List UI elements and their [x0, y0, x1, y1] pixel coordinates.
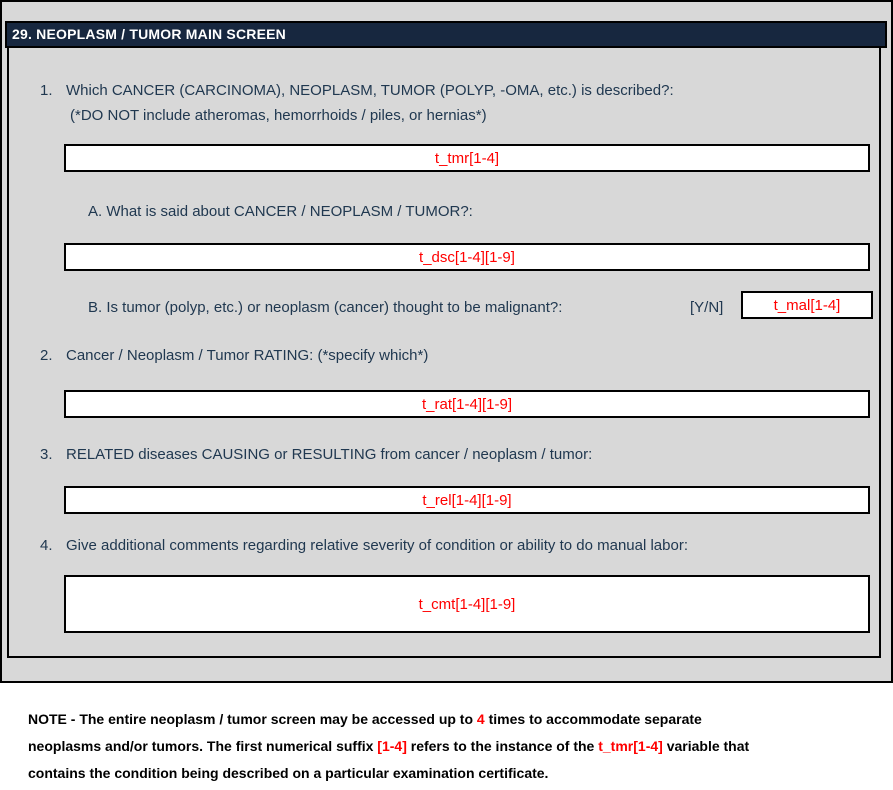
footer-note — [28, 706, 749, 787]
note-line-2 — [28, 733, 749, 760]
note-text-segment: neoplasms and/or tumors. The first numerical suffix — [28, 738, 378, 754]
comments-field[interactable]: t_cmt[1-4][1-9] — [64, 575, 870, 633]
note-line-3 — [28, 760, 749, 787]
question-4-text: Give additional comments regarding relative severity of condition or ability to do manual labor: — [66, 537, 688, 554]
question-4-number: 4. — [40, 537, 53, 554]
tumor-description-field[interactable]: t_dsc[1-4][1-9] — [64, 243, 870, 271]
question-3-text: RELATED diseases CAUSING or RESULTING from cancer / neoplasm / tumor: — [66, 446, 593, 463]
note-red-segment: 4 — [476, 711, 485, 727]
note-text-segment: contains the condition being described on a particular examination certificate. — [28, 765, 549, 781]
question-2-number: 2. — [40, 347, 53, 364]
question-3-number: 3. — [40, 446, 53, 463]
note-text-segment: NOTE - The entire neoplasm / tumor screen may be accessed up to — [28, 711, 477, 727]
question-1-warning: (*DO NOT include atheromas, hemorrhoids / piles, or hernias*) — [70, 107, 487, 124]
note-line-1 — [28, 706, 749, 733]
yes-no-indicator: [Y/N] — [690, 299, 724, 316]
related-diseases-field[interactable]: t_rel[1-4][1-9] — [64, 486, 870, 514]
question-1b-label: B. Is tumor (polyp, etc.) or neoplasm (cancer) thought to be malignant?: — [88, 299, 563, 316]
tumor-rating-field[interactable]: t_rat[1-4][1-9] — [64, 390, 870, 418]
question-1-number: 1. — [40, 82, 53, 99]
note-red-segment: [1-4] — [377, 738, 407, 754]
note-text-segment: variable that — [662, 738, 750, 754]
question-1-text: Which CANCER (CARCINOMA), NEOPLASM, TUMOR (POLYP, -OMA, etc.) is described?: — [66, 82, 674, 99]
screen-title-bar: 29. NEOPLASM / TUMOR MAIN SCREEN — [5, 21, 887, 48]
note-text-segment: refers to the instance of the — [406, 738, 599, 754]
question-2-text: Cancer / Neoplasm / Tumor RATING: (*specify which*) — [66, 347, 429, 364]
note-text-segment: times to accommodate separate — [484, 711, 702, 727]
tumor-name-field[interactable]: t_tmr[1-4] — [64, 144, 870, 172]
malignant-field[interactable]: t_mal[1-4] — [741, 291, 873, 319]
note-red-segment: t_tmr[1-4] — [598, 738, 663, 754]
question-1a-label: A. What is said about CANCER / NEOPLASM / TUMOR?: — [88, 203, 473, 220]
